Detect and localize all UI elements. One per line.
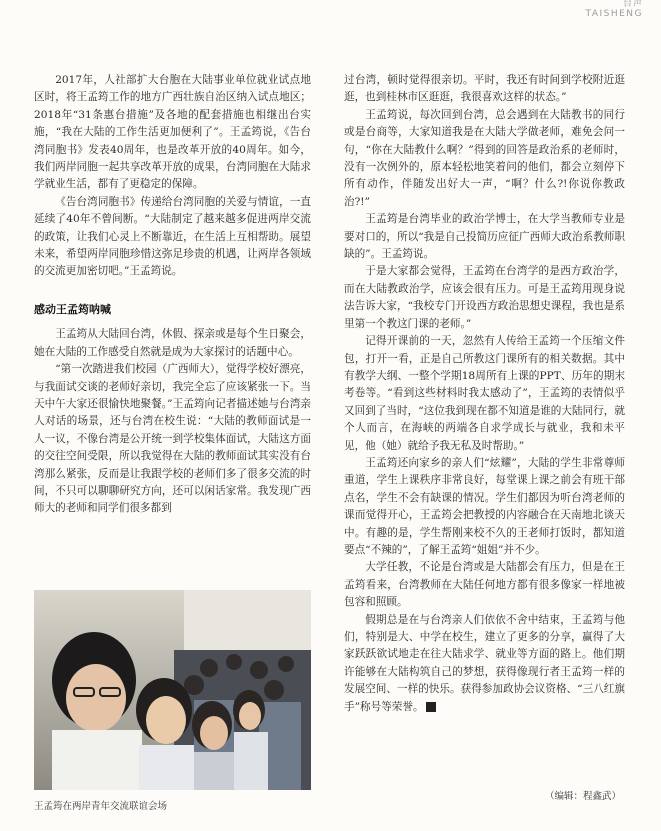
editor-credit: （编辑：程鑫武） [544,791,621,802]
paragraph: 王孟筠说，每次回到台湾，总会遇到在大陆教书的同行或是台商等，大家知道我是在大陆大学做老师，难免会问一句，“你在大陆教什么啊？”得到的回答是政治系的老师时，没有一次例外的，原本轻松地笑着问的他们，都会立刻停下所有动作，伴随发出好大一声，“啊？什么?!你说你教政治?!” [344,108,625,208]
paragraph: 大学任教，不论是台湾或是大陆都会有压力，但是在王孟筠看来，台湾教师在大陆任何地方都有很多像家一样地被包容和照顾。 [344,561,625,609]
paragraph-last-text: 假期总是在与台湾亲人们依依不舍中结束，王孟筠与他们，特别是大、中学在校生，建立了更多的分享，赢得了大家跃跃欲试地走在往大陆求学、就业等方面的路上。他们期许能够在大陆构筑自己的梦想，获得像现行者王孟筠一样的发展空间、一样的快乐。获得参加政协会议资格、“三八红旗手”称号等荣誉。 [344,613,625,713]
paragraph-last [344,612,625,716]
paragraph: “第一次踏进我们校园（广西师大），觉得学校好漂亮，与我面试交谈的老师好亲切，我完全忘了应该紧张一下。当天中午大家还很愉快地聚餐。”王孟筠向记者描述她与台湾亲人对话的场景，还与台湾在校生说：“大陆的教师面试是一人一议，不像台湾是公开统一到学校集体面试，大陆这方面的交往空间受限，所以我觉得在大陆的教师面试其实没有台湾那么紧张，反而是让我跟学校的老师们多了很多交流的时间，不只可以聊聊研究方向，还可以闲话家常。我发现广西师大的老师和同学们很多都到 [34,363,311,515]
paragraph: 2017年，人社部扩大台胞在大陆事业单位就业试点地区时，将王孟筠工作的地方广西壮族自治区纳入试点地区；2018年“31条惠台措施”及各地的配套措施也相继出台实施，“我在大陆的工作生活更加便利了”。王孟筠说，《告台湾同胞书》发表40周年，也是改革开放的40周年。如今，我们两岸同胞一起共享改革开放的成果，台湾同胞在大陆求学就业生活，都有了更稳定的保障。 [34,74,311,191]
paragraph: 王孟筠是台湾毕业的政治学博士，在大学当教师专业是要对口的，所以“我是自己投简历应征广西师大政治系教师职缺的”。王孟筠说。 [344,213,625,261]
photo-caption: 王孟筠在两岸青年交流联谊会场 [34,801,168,812]
magazine-name-cn: 台声 [622,0,643,9]
paragraph: 王孟筠还向家乡的亲人们“炫耀”，大陆的学生非常尊师重道，学生上课秩序非常良好，每堂课上课之前会有班干部点名，学生不会有缺课的情况。学生们都因为听台湾老师的课而觉得开心，王孟筠会把教授的内容融合在天南地北谈天中。有趣的是，学生帮刚来校不久的王老师打饭时，都知道要点“不辣的”，了解王孟筠“姐姐”并不少。 [344,456,625,556]
paragraph: 王孟筠从大陆回台湾，休假、探亲或是每个生日聚会，她在大陆的工作感受自然就是成为大家探讨的话题中心。 [34,328,311,358]
magazine-name-en: TAISHENG [585,8,643,19]
paragraph: 过台湾，顿时觉得很亲切。平时，我还有时间到学校附近逛逛，也到桂林市区逛逛，我很喜欢这样的状态。” [344,74,625,104]
left-column [34,72,311,518]
magazine-header [586,0,643,20]
section-title: 感动王孟筠呐喊 [34,302,111,316]
right-column [344,72,625,716]
event-photo-illustration [34,590,311,790]
paragraph: 于是大家都会觉得，王孟筠在台湾学的是西方政治学，而在大陆教政治学，应该会很有压力。可是王孟筠用现身说法告诉大家，“我校专门开设西方政治思想史课程，我也是系里第一个教这门课的老师。” [344,265,625,330]
event-photo [34,590,311,790]
paragraph: 记得开课前的一天，忽然有人传给王孟筠一个压缩文件包，打开一看，正是自己所教这门课所有的相关数据。其中有教学大纲、一整个学期18周所有上课的PPT、历年的期末考卷等。“看到这些材料时我太感动了”，王孟筠的表情似乎又回到了当时，“这位我到现在都不知道是谁的大陆同行，就个人而言，在海峡的两端各自求学成长与就业，我和未平见，他（她）就给予我无私及时帮助。” [344,335,625,452]
paragraph: 《告台湾同胞书》传递给台湾同胞的关爱与情谊，一直延续了40年不曾间断。“大陆制定了越来越多促进两岸交流的政策，让我们心灵上不断靠近，在生活上互相帮助。展望未来，希望两岸同胞珍惜这弥足珍贵的机遇，让两岸各领域的交流更加密切吧。”王孟筠说。 [34,195,311,278]
end-mark-icon: T [426,702,436,712]
